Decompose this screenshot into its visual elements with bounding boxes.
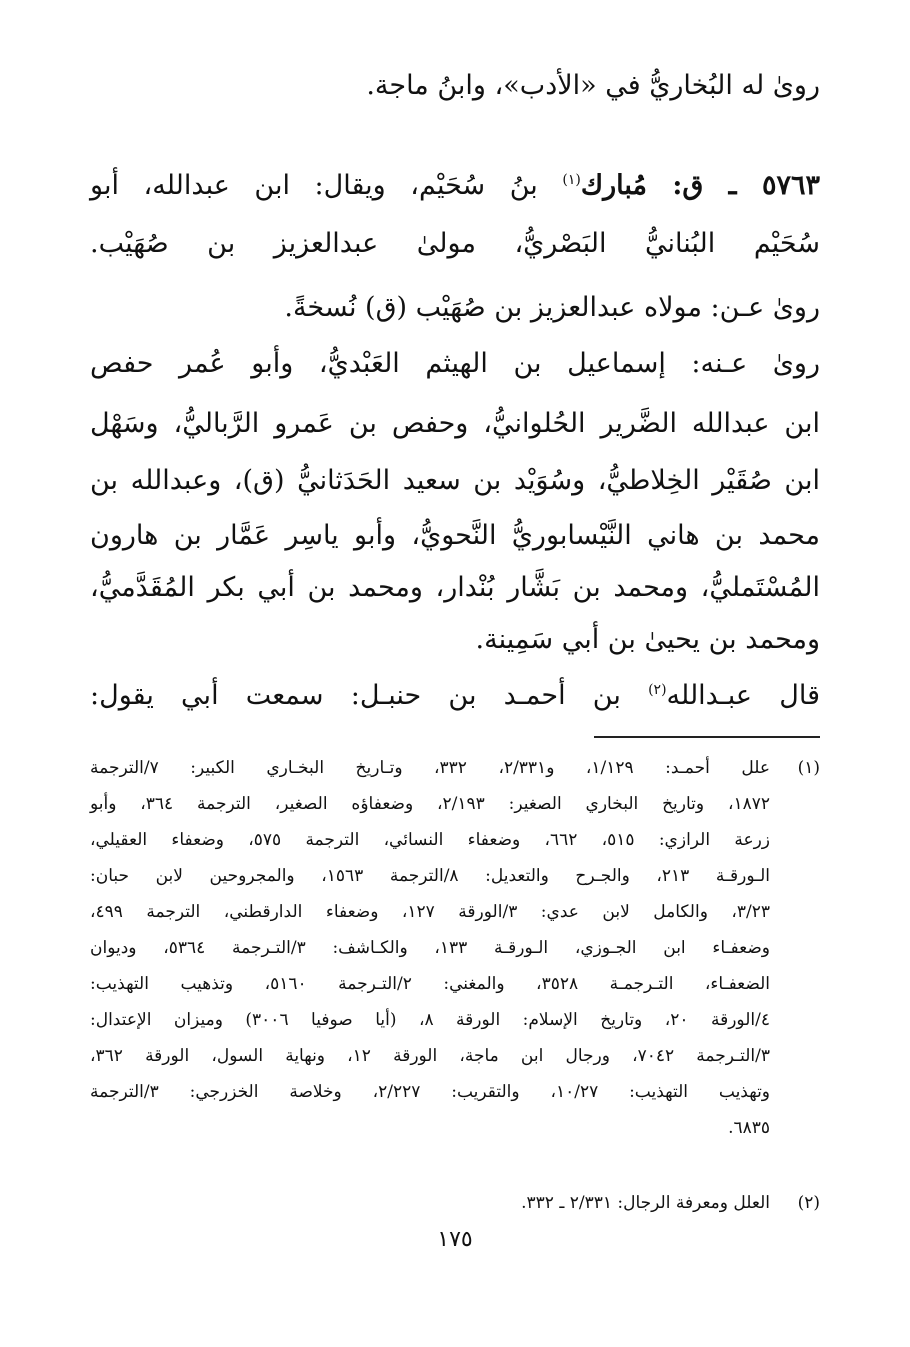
body-line-1 [90,70,820,101]
body-text: رویٰ له البُخاريُّ في «الأدب»، وابنُ ماجة. [366,70,820,101]
footnote-line: الـورقـة ٢١٣، والجـرح والتعديل: ٨/الترجمة ١٥٦٣، والمجروحين لابن حبان: [90,866,771,886]
quote-intro-line [90,680,820,711]
body-text: روىٰ عـنه: إسماعيل بن الهيثم العَبْديُّ، وأبو عُمر حفص [90,348,820,379]
body-line-10 [90,624,820,655]
footnote-separator [594,736,820,738]
footnote-ref-1[interactable]: (١) [562,172,581,188]
footnote-line: ٣/٢٣، والكامل لابن عدي: ٣/الورقة ١٢٧، وضعفاء الدارقطني، الترجمة ٤٩٩، [90,902,770,922]
footnote-1 [90,758,820,1178]
footnote-ref-2[interactable]: (٢) [648,682,667,698]
footnote-line: ٣/التـرجمة ٧٠٤٢، ورجال ابن ماجة، الورقة ١٢، ونهاية السول، الورقة ٣٦٢، [90,1046,770,1066]
body-line-6 [90,408,820,439]
body-line-8 [90,520,820,551]
entry-number-and-name: ٥٧٦٣ ـ ق: مُبارك [580,170,820,201]
body-text: ومحمد بن يحيىٰ بن أبي سَمِينة. [475,624,820,655]
body-line-7 [90,465,820,496]
footnote-line: علل أحمـد: ١/١٢٩، و٢/٣٣١، ٣٣٢، وتـاريخ البخـاري الكبير: ٧/الترجمة [90,758,770,778]
body-text: ابن عبدالله الضَّرير الحُلوانيُّ، وحفص بن عَمرو الرَّباليُّ، وسَهْل [90,408,820,439]
body-text: بن أحمـد بن حنبـل: سمعت أبي يقول: [90,680,621,711]
page-number: ١٧٥ [437,1227,473,1252]
footnote-line: العلل ومعرفة الرجال: ٢/٣٣١ ـ ٣٣٢. [521,1193,770,1213]
body-text: المُسْتَمليُّ، ومحمد بن بَشَّار بُنْدار، ومحمد بن أبي بكر المُقَدَّميُّ، [90,572,820,603]
body-text: سُحَيْم البُنانيُّ البَصْريُّ، مولىٰ عبدالعزيز بن صُهَيْب. [90,228,820,259]
body-text: ابن صُقَيْر الخِلاطيُّ، وسُوَيْد بن سعيد الحَدَثانيُّ (ق)، وعبدالله بن [90,465,820,496]
narrated-by-line [90,348,820,379]
footnote-line: الضعفـاء، التـرجمـة ٣٥٢٨، والمغني: ٢/التـرجمة ٥١٦٠، وتذهيب التهذيب: [90,974,771,994]
body-text: روىٰ عـن: مولاه عبدالعزيز بن صُهَيْب (ق) نُسخةً. [284,292,820,323]
body-line-3 [90,228,820,259]
footnote-line: زرعة الرازي: ٥١٥، ٦٦٢، وضعفاء النسائي، الترجمة ٥٧٥، وضعفاء العقيلي، [90,830,771,850]
footnote-line: وتهذيب التهذيب: ١٠/٢٧، والتقريب: ٢/٢٢٧، وخلاصة الخزرجي: ٣/الترجمة [90,1082,771,1102]
narrated-from-line [90,292,820,323]
body-text: بنُ سُحَيْم، ويقال: ابن عبدالله، أبو [90,170,538,201]
body-line-9 [90,572,820,603]
footnote-line: وضعفـاء ابن الجـوزي، الـورقـة ١٣٣، والكـاشف: ٣/التـرجمة ٥٣٦٤، وديوان [90,938,770,958]
footnote-line: ٦٨٣٥. [728,1118,770,1138]
footnote-line: ٤/الورقة ٢٠، وتاريخ الإسلام: الورقة ٨، (أيا صوفيا ٣٠٠٦) وميزان الإعتدال: [90,1010,770,1030]
footnote-2 [90,1193,820,1221]
footnote-number: (٢) [797,1193,820,1213]
body-text: محمد بن هاني النَّيْسابوريُّ النَّحويُّ، وأبو ياسِر عَمَّار بن هارون [90,520,820,551]
footnote-line: ١٨٧٢، وتاريخ البخاري الصغير: ٢/١٩٣، وضعفاؤه الصغير، الترجمة ٣٦٤، وأبو [90,794,770,814]
footnote-number: (١) [797,758,820,778]
entry-5763-heading [90,170,820,201]
body-text: قال عبـدالله [666,680,820,711]
